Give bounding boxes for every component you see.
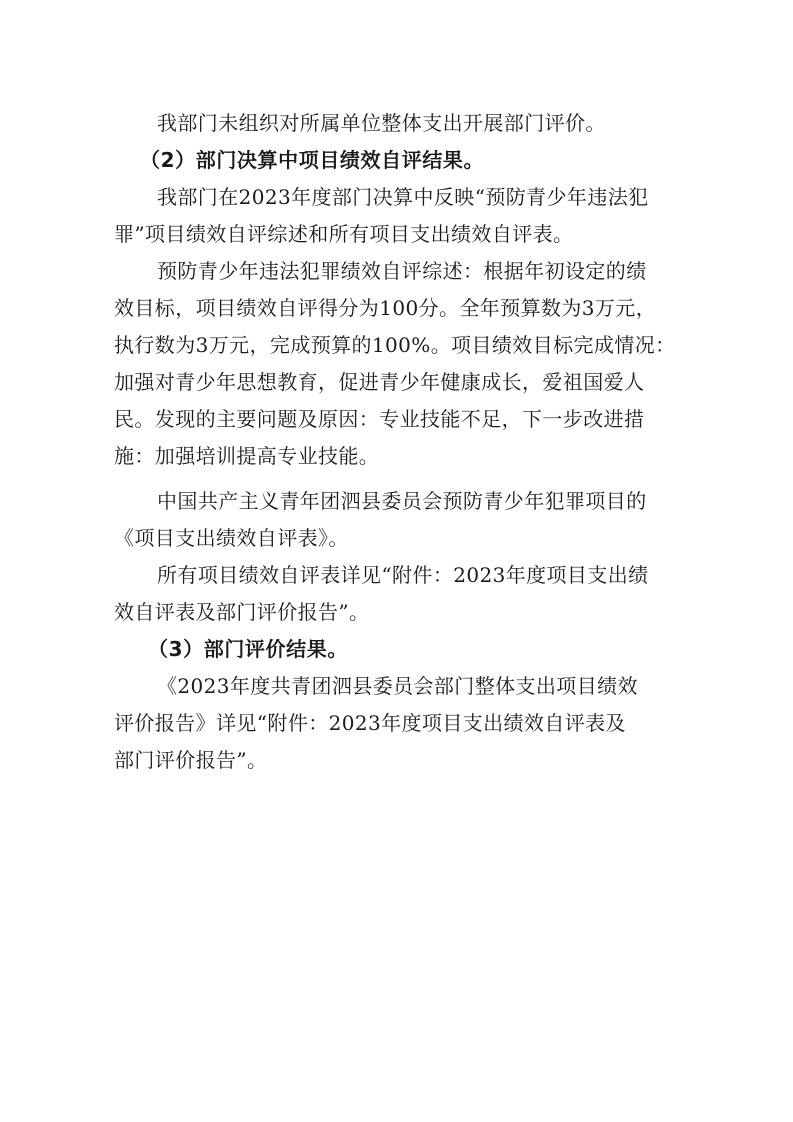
paragraph-line: 罪”项目绩效自评综述和所有项目支出绩效自评表。: [114, 222, 574, 246]
paragraph-line: 我部门未组织对所属单位整体支出开展部门评价。: [157, 111, 606, 135]
paragraph-line: 效自评表及部门评价报告”。: [114, 600, 370, 624]
paragraph-line: 执行数为3万元，完成预算的100%。项目绩效目标完成情况：: [114, 333, 676, 357]
section-heading-2: （2）部门决算中项目绩效自评结果。: [140, 148, 485, 172]
paragraph-line: 《2023年度共青团泗县委员会部门整体支出项目绩效: [157, 674, 638, 698]
paragraph-line: 施：加强培训提高专业技能。: [114, 444, 380, 468]
paragraph-line: 《项目支出绩效自评表》。: [114, 526, 349, 550]
paragraph-line: 我部门在2023年度部门决算中反映“预防青少年违法犯: [157, 185, 649, 209]
paragraph-line: 加强对青少年思想教育，促进青少年健康成长，爱祖国爱人: [114, 370, 645, 394]
section-heading-3: （3）部门评价结果。: [148, 637, 348, 661]
paragraph-line: 评价报告》详见“附件：2023年度项目支出绩效自评表及: [114, 711, 626, 735]
paragraph-line: 部门评价报告”。: [114, 748, 268, 772]
paragraph-line: 效目标，项目绩效自评得分为100分。全年预算数为3万元，: [114, 296, 657, 320]
paragraph-line: 民。发现的主要问题及原因：专业技能不足，下一步改进措: [114, 407, 645, 431]
paragraph-line: 预防青少年违法犯罪绩效自评综述：根据年初设定的绩: [157, 259, 647, 283]
paragraph-line: 中国共产主义青年团泗县委员会预防青少年犯罪项目的: [157, 489, 647, 513]
paragraph-line: 所有项目绩效自评表详见“附件：2023年度项目支出绩: [157, 563, 649, 587]
